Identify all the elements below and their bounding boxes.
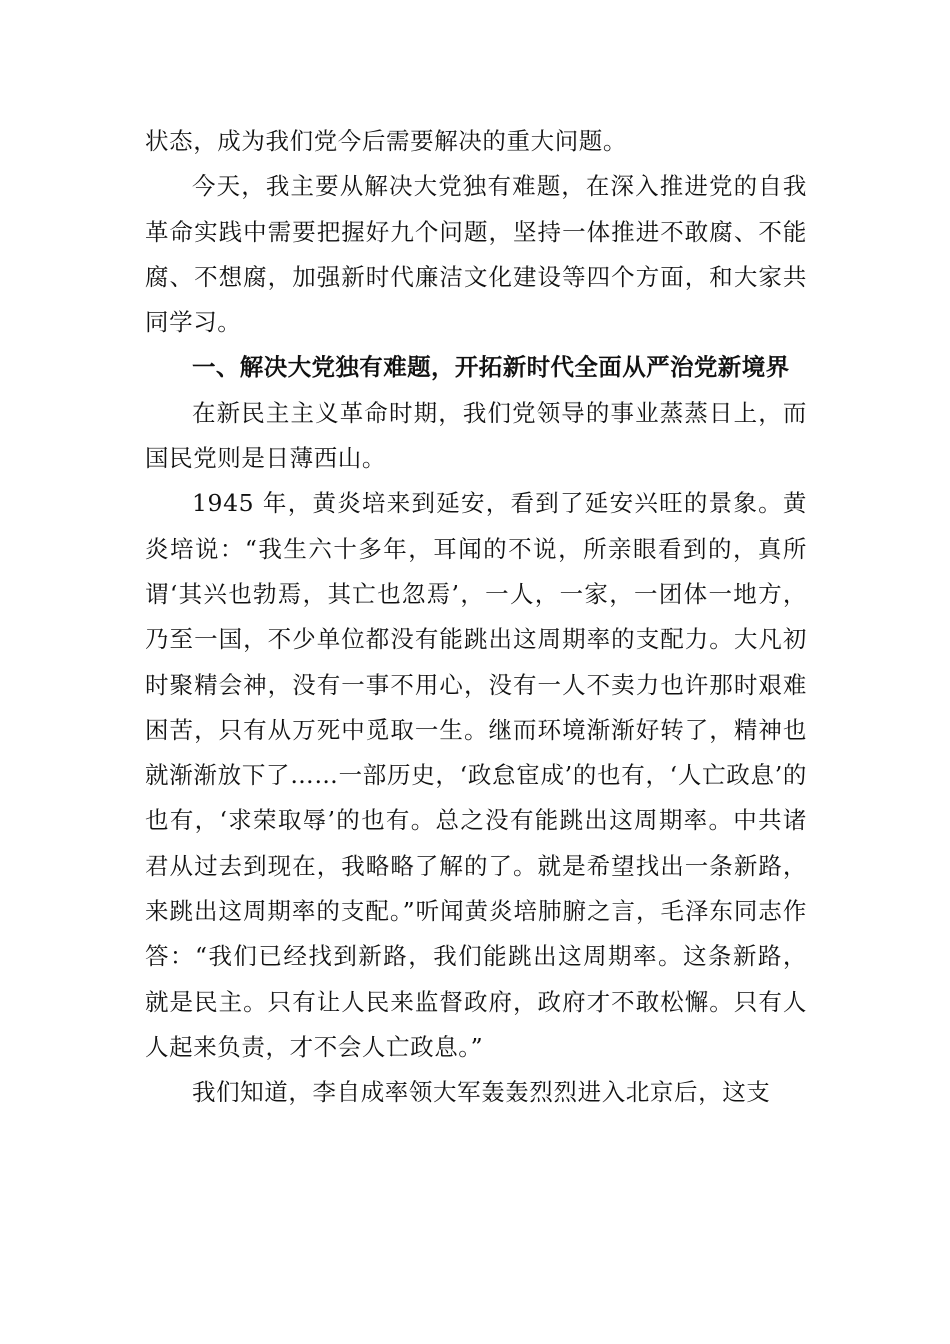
paragraph-today-topics: 今天，我主要从解决大党独有难题，在深入推进党的自我革命实践中需要把握好九个问题，坚持一体推进不敢腐、不能腐、不想腐，加强新时代廉洁文化建设等四个方面，和大家共同学习。 [145,172,807,337]
section-heading-1: 一、解决大党独有难题，开拓新时代全面从严治党新境界 [192,353,790,382]
paragraph-li-zicheng: 我们知道，李自成率领大军轰轰烈烈进入北京后，这支 [192,1078,771,1107]
paragraph-intro-continuation: 状态，成为我们党今后需要解决的重大问题。 [145,127,627,155]
document-body [145,119,807,1116]
paragraph-new-democratic-period: 在新民主主义革命时期，我们党领导的事业蒸蒸日上，而国民党则是日薄西山。 [145,398,807,473]
paragraph-huang-yanpei-1945: 1945 年，黄炎培来到延安，看到了延安兴旺的景象。黄炎培说：“我生六十多年，耳闻的不说，所亲眼看到的，真所谓‘其兴也勃焉，其亡也忽焉’，一人，一家，一团体一地方，乃至一国，不少单位都没有能跳出这周期率的支配力。大凡初时聚精会神，没有一事不用心，没有一人不卖力也许那时艰难困苦，只有从万死中觅取一生。继而环境渐渐好转了，精神也就渐渐放下了……一部历史，‘政怠宦成’的也有，‘人亡政息’的也有，‘求荣取辱’的也有。总之没有能跳出这周期率。中共诸君从过去到现在，我略略了解的了。就是希望找出一条新路，来跳出这周期率的支配。”听闻黄炎培肺腑之言，毛泽东同志作答：“我们已经找到新路，我们能跳出这周期率。这条新路，就是民主。只有让人民来监督政府，政府才不敢松懈。只有人人起来负责，才不会人亡政息。” [145,489,807,1061]
